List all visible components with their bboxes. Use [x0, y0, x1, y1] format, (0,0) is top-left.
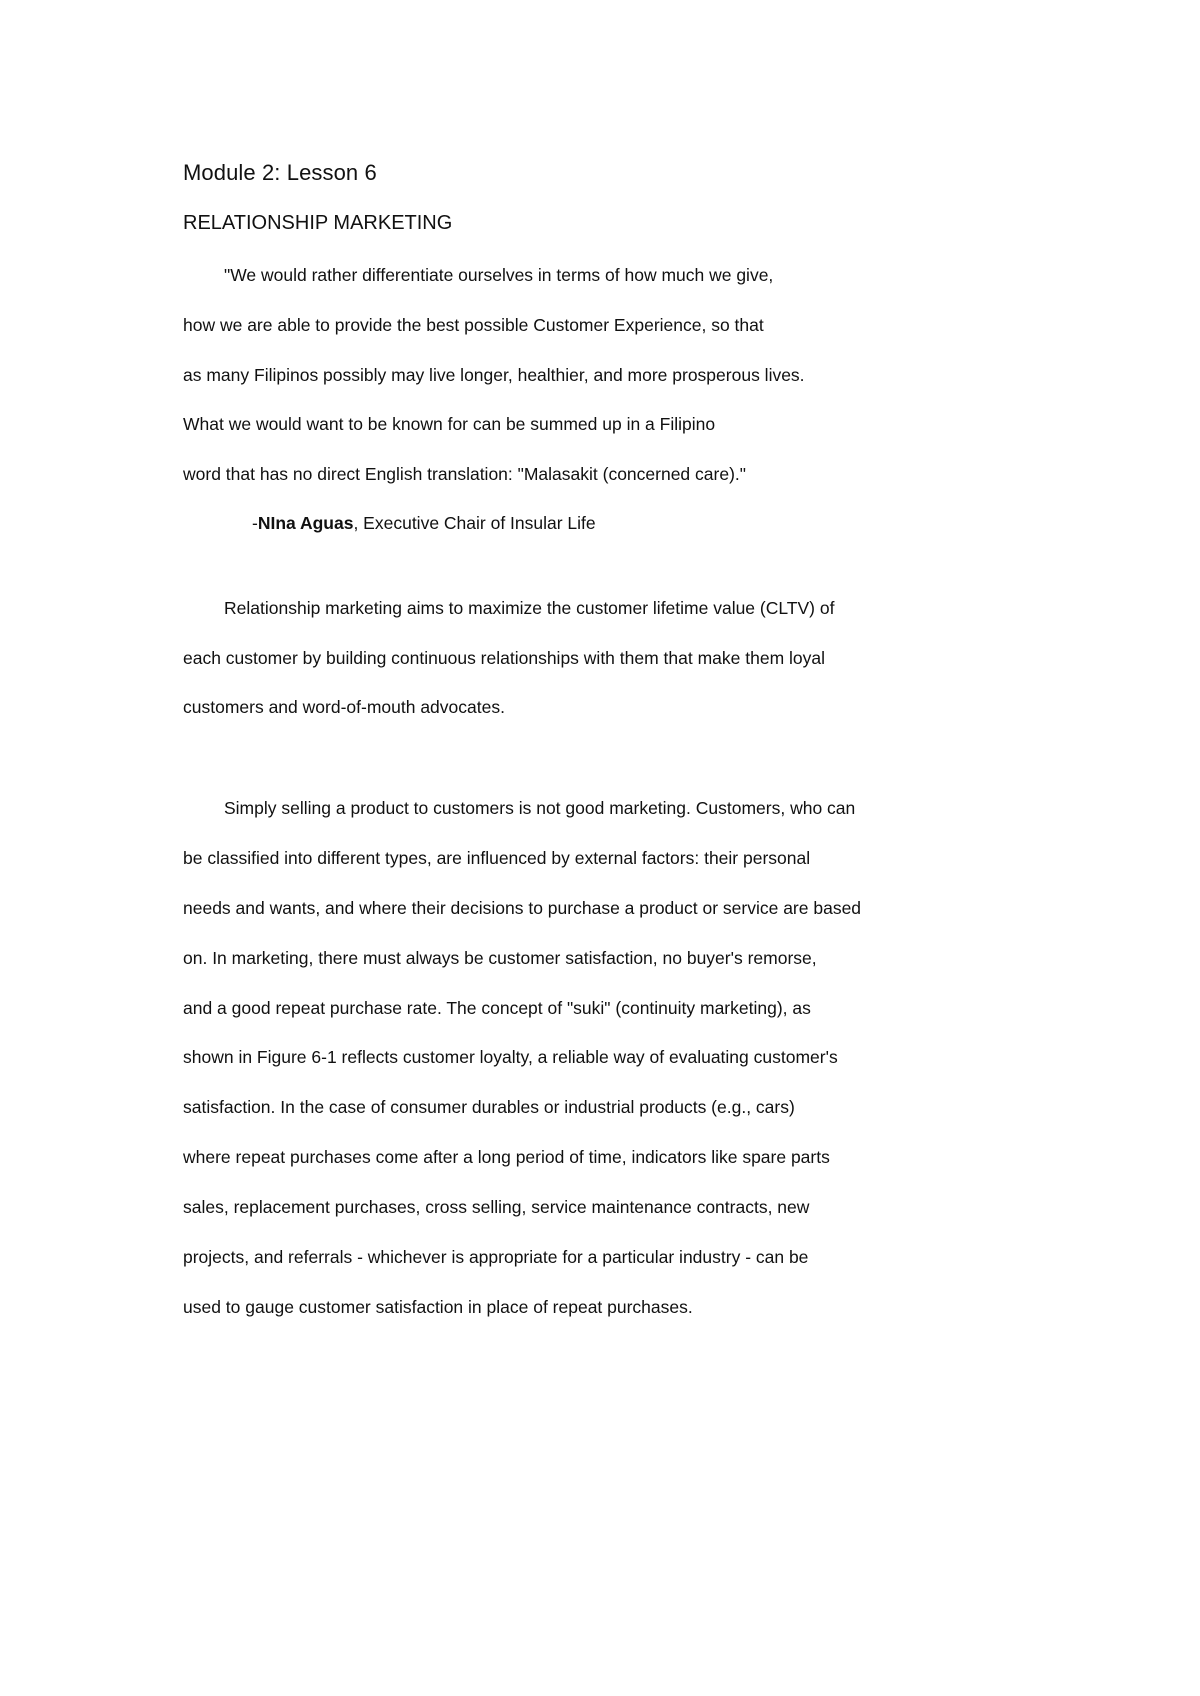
quote-line: What we would want to be known for can be summed up in a Filipino [183, 414, 716, 434]
paragraph-line: and a good repeat purchase rate. The concept of "suki" (continuity marketing), as [183, 998, 811, 1018]
quote-attribution [252, 512, 596, 534]
paragraph-line: on. In marketing, there must always be customer satisfaction, no buyer's remorse, [183, 948, 817, 968]
paragraph-line: customers and word-of-mouth advocates. [183, 697, 505, 717]
paragraph-line: needs and wants, and where their decisions to purchase a product or service are based [183, 898, 862, 918]
paragraph-line: shown in Figure 6-1 reflects customer loyalty, a reliable way of evaluating customer's [183, 1047, 838, 1067]
attribution-role: , Executive Chair of Insular Life [353, 513, 596, 533]
attribution-dash: - [252, 513, 258, 533]
paragraph-line: projects, and referrals - whichever is appropriate for a particular industry - can be [183, 1247, 809, 1267]
quote-line: how we are able to provide the best possible Customer Experience, so that [183, 315, 764, 335]
quote-line: word that has no direct English translation: "Malasakit (concerned care)." [183, 464, 746, 484]
module-heading: Module 2: Lesson 6 [183, 160, 377, 185]
paragraph-line: Simply selling a product to customers is not good marketing. Customers, who can [224, 798, 856, 818]
quote-line: "We would rather differentiate ourselves in terms of how much we give, [224, 265, 774, 285]
quote-line: as many Filipinos possibly may live longer, healthier, and more prosperous lives. [183, 365, 805, 385]
paragraph-line: sales, replacement purchases, cross selling, service maintenance contracts, new [183, 1197, 810, 1217]
paragraph-line: each customer by building continuous relationships with them that make them loyal [183, 648, 826, 668]
lesson-title: RELATIONSHIP MARKETING [183, 212, 453, 234]
paragraph-line: where repeat purchases come after a long period of time, indicators like spare parts [183, 1147, 830, 1167]
paragraph-line: Relationship marketing aims to maximize the customer lifetime value (CLTV) of [224, 598, 835, 618]
paragraph-line: satisfaction. In the case of consumer durables or industrial products (e.g., cars) [183, 1097, 795, 1117]
paragraph-line: used to gauge customer satisfaction in place of repeat purchases. [183, 1297, 693, 1317]
attribution-name: NIna Aguas [257, 513, 354, 533]
paragraph-line: be classified into different types, are influenced by external factors: their personal [183, 848, 811, 868]
